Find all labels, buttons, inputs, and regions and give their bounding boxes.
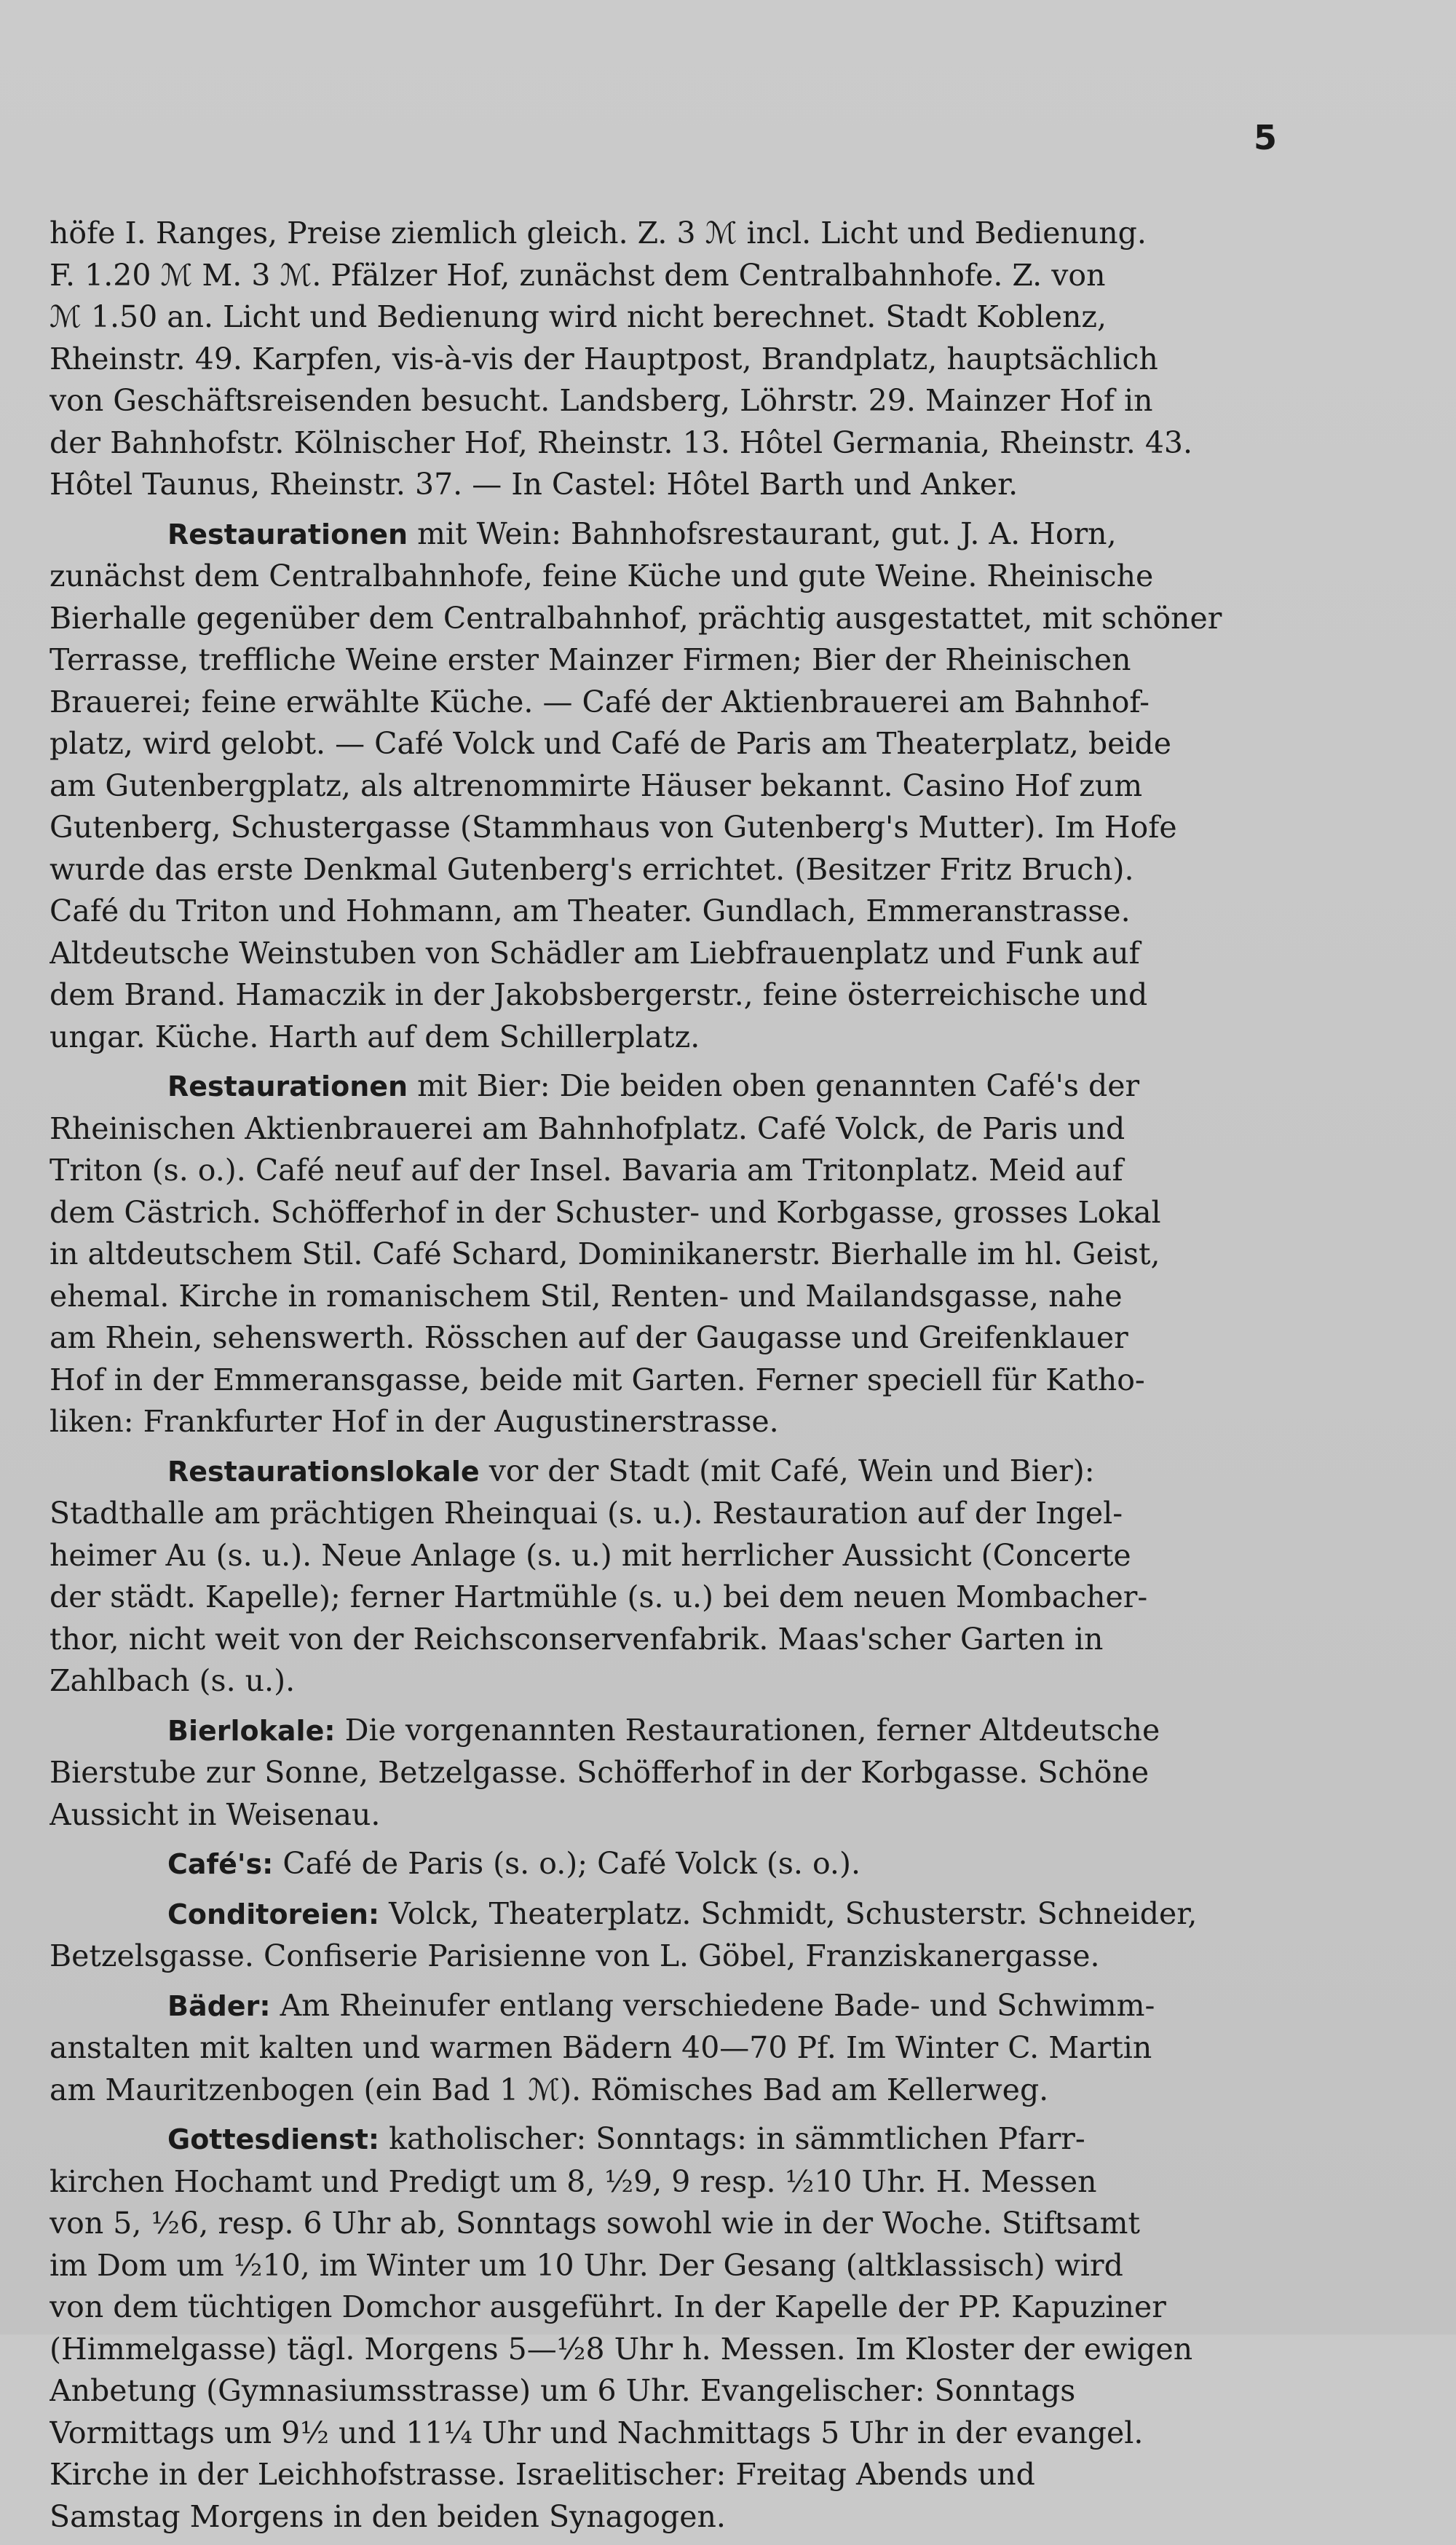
section-confectioneries xyxy=(50,1893,1302,1978)
text-line: von Geschäftsreisenden besucht. Landsberg, Löhrstr. 29. Mainzer Hof in xyxy=(50,383,1153,418)
section-baths xyxy=(50,1985,1302,2112)
text-line: katholischer: Sonntags: in sämmtlichen Pfarr- xyxy=(389,2121,1085,2156)
text-line: Anbetung (Gymnasiumsstrasse) um 6 Uhr. Evangelischer: Sonntags xyxy=(50,2373,1076,2408)
section-first-line xyxy=(50,1065,1302,1108)
text-line: Betzelsgasse. Confiserie Parisienne von L. Göbel, Franziskanergasse. xyxy=(50,1938,1100,1973)
text-line: liken: Frankfurter Hof in der Augustinerstrasse. xyxy=(50,1404,779,1439)
text-line: Hôtel Taunus, Rheinstr. 37. — In Castel: Hôtel Barth und Anker. xyxy=(50,467,1018,502)
text-line: Bierhalle gegenüber dem Centralbahnhof, prächtig ausgestattet, mit schöner xyxy=(50,600,1222,636)
text-line: Hof in der Emmeransgasse, beide mit Garten. Ferner speciell für Katho- xyxy=(50,1362,1145,1397)
text-line: dem Cästrich. Schöfferhof in der Schuster- und Korbgasse, grosses Lokal xyxy=(50,1194,1161,1230)
text-line: der städt. Kapelle); ferner Hartmühle (s. u.) bei dem neuen Mombacher- xyxy=(50,1579,1148,1614)
text-line: anstalten mit kalten und warmen Bädern 40—70 Pf. Im Winter C. Martin xyxy=(50,2030,1152,2065)
text-line: Kirche in der Leichhofstrasse. Israelitischer: Freitag Abends und xyxy=(50,2457,1035,2492)
guide-text xyxy=(50,213,1302,2545)
text-line: Bierstube zur Sonne, Betzelgasse. Schöfferhof in der Korbgasse. Schöne xyxy=(50,1755,1150,1790)
text-line: Vormittags um 9½ und 11¼ Uhr und Nachmittags 5 Uhr in der evangel. xyxy=(50,2415,1144,2450)
section-first-line xyxy=(50,2118,1302,2161)
text-line: dem Brand. Hamaczik in der Jakobsbergerstr., feine österreichische und xyxy=(50,977,1148,1012)
section-restaurants-outside xyxy=(50,1451,1302,1702)
text-line: Aussicht in Weisenau. xyxy=(50,1796,381,1832)
text-line: von 5, ½6, resp. 6 Uhr ab, Sonntags sowohl wie in der Woche. Stiftsamt xyxy=(50,2206,1140,2241)
section-worship xyxy=(50,2118,1302,2538)
text-line: mit Bier: Die beiden oben genannten Café's der xyxy=(417,1068,1140,1103)
text-line: von dem tüchtigen Domchor ausgeführt. In der Kapelle der PP. Kapuziner xyxy=(50,2289,1166,2324)
hotels-paragraph xyxy=(50,213,1302,506)
section-heading: Restaurationslokale xyxy=(167,1455,480,1488)
section-heading: Restaurationen xyxy=(167,1070,408,1102)
text-line: Die vorgenannten Restaurationen, ferner Altdeutsche xyxy=(344,1712,1160,1748)
text-line: ungar. Küche. Harth auf dem Schillerplatz. xyxy=(50,1019,700,1054)
text-line: vor der Stadt (mit Café, Wein und Bier): xyxy=(488,1453,1095,1488)
text-line: am Mauritzenbogen (ein Bad 1 ℳ). Römisches Bad am Kellerweg. xyxy=(50,2072,1049,2107)
section-first-line xyxy=(50,1893,1302,1936)
section-restaurants-wine xyxy=(50,513,1302,1059)
text-line: im Dom um ½10, im Winter um 10 Uhr. Der Gesang (altklassisch) wird xyxy=(50,2247,1123,2283)
text-line: Zahlbach (s. u.). xyxy=(50,1663,296,1698)
text-line: höfe I. Ranges, Preise ziemlich gleich. Z. 3 ℳ incl. Licht und Bedienung. xyxy=(50,216,1147,250)
section-heading: Restaurationen xyxy=(167,518,408,551)
text-line: Gutenberg, Schustergasse (Stammhaus von Gutenberg's Mutter). Im Hofe xyxy=(50,810,1177,845)
text-line: ℳ 1.50 an. Licht und Bedienung wird nicht berechnet. Stadt Koblenz, xyxy=(50,299,1107,334)
text-line: Brauerei; feine erwählte Küche. — Café der Aktienbrauerei am Bahnhof- xyxy=(50,684,1150,719)
section-heading: Conditoreien: xyxy=(167,1898,380,1930)
text-line: Volck, Theaterplatz. Schmidt, Schusterstr. Schneider, xyxy=(389,1895,1198,1931)
section-beer-halls xyxy=(50,1710,1302,1836)
text-line: Samstag Morgens in den beiden Synagogen. xyxy=(50,2498,726,2534)
text-line: Café de Paris (s. o.); Café Volck (s. o.). xyxy=(282,1846,860,1881)
section-first-line xyxy=(50,513,1302,556)
section-first-line xyxy=(50,1710,1302,1753)
text-line: thor, nicht weit von der Reichsconservenfabrik. Maas'scher Garten in xyxy=(50,1621,1104,1657)
section-cafes xyxy=(50,1843,1302,1886)
text-line: am Gutenbergplatz, als altrenommirte Häuser bekannt. Casino Hof zum xyxy=(50,768,1143,803)
text-line: Rheinstr. 49. Karpfen, vis-à-vis der Hauptpost, Brandplatz, hauptsächlich xyxy=(50,341,1158,376)
section-first-line xyxy=(50,1451,1302,1494)
text-line: Am Rheinufer entlang verschiedene Bade- und Schwimm- xyxy=(280,1987,1155,2023)
section-restaurants-beer xyxy=(50,1065,1302,1443)
text-line: mit Wein: Bahnhofsrestaurant, gut. J. A. Horn, xyxy=(417,516,1117,551)
page-number: 5 xyxy=(1254,118,1278,157)
text-line: am Rhein, sehenswerth. Rösschen auf der Gaugasse und Greifenklauer xyxy=(50,1320,1128,1355)
text-line: Rheinischen Aktienbrauerei am Bahnhofplatz. Café Volck, de Paris und xyxy=(50,1110,1125,1146)
section-heading: Bierlokale: xyxy=(167,1714,336,1747)
text-line: F. 1.20 ℳ M. 3 ℳ. Pfälzer Hof, zunächst dem Centralbahnhofe. Z. von xyxy=(50,257,1106,293)
text-line: (Himmelgasse) tägl. Morgens 5—½8 Uhr h. Messen. Im Kloster der ewigen xyxy=(50,2331,1193,2367)
section-first-line xyxy=(50,1843,1302,1886)
text-line: kirchen Hochamt und Predigt um 8, ½9, 9 resp. ½10 Uhr. H. Messen xyxy=(50,2163,1097,2199)
text-line: heimer Au (s. u.). Neue Anlage (s. u.) mit herrlicher Aussicht (Concerte xyxy=(50,1537,1131,1573)
text-line: der Bahnhofstr. Kölnischer Hof, Rheinstr. 13. Hôtel Germania, Rheinstr. 43. xyxy=(50,425,1193,460)
text-line: Stadthalle am prächtigen Rheinquai (s. u.). Restauration auf der Ingel- xyxy=(50,1496,1123,1531)
text-line: ehemal. Kirche in romanischem Stil, Renten- und Mailandsgasse, nahe xyxy=(50,1278,1123,1314)
text-line: platz, wird gelobt. — Café Volck und Café de Paris am Theaterplatz, beide xyxy=(50,726,1172,761)
text-line: wurde das erste Denkmal Gutenberg's errichtet. (Besitzer Fritz Bruch). xyxy=(50,851,1134,887)
text-line: Triton (s. o.). Café neuf auf der Insel. Bavaria am Tritonplatz. Meid auf xyxy=(50,1153,1123,1188)
text-line: in altdeutschem Stil. Café Schard, Dominikanerstr. Bierhalle im hl. Geist, xyxy=(50,1236,1160,1271)
text-line: Altdeutsche Weinstuben von Schädler am Liebfrauenplatz und Funk auf xyxy=(50,935,1140,971)
section-heading: Gottesdienst: xyxy=(167,2123,380,2155)
section-first-line xyxy=(50,1985,1302,2028)
text-line: Terrasse, treffliche Weine erster Mainzer Firmen; Bier der Rheinischen xyxy=(50,642,1131,677)
text-line: zunächst dem Centralbahnhofe, feine Küche und gute Weine. Rheinische xyxy=(50,559,1154,593)
text-line: Café du Triton und Hohmann, am Theater. Gundlach, Emmeranstrasse. xyxy=(50,893,1131,928)
section-heading: Bäder: xyxy=(167,1989,271,2022)
section-heading: Café's: xyxy=(167,1848,274,1880)
